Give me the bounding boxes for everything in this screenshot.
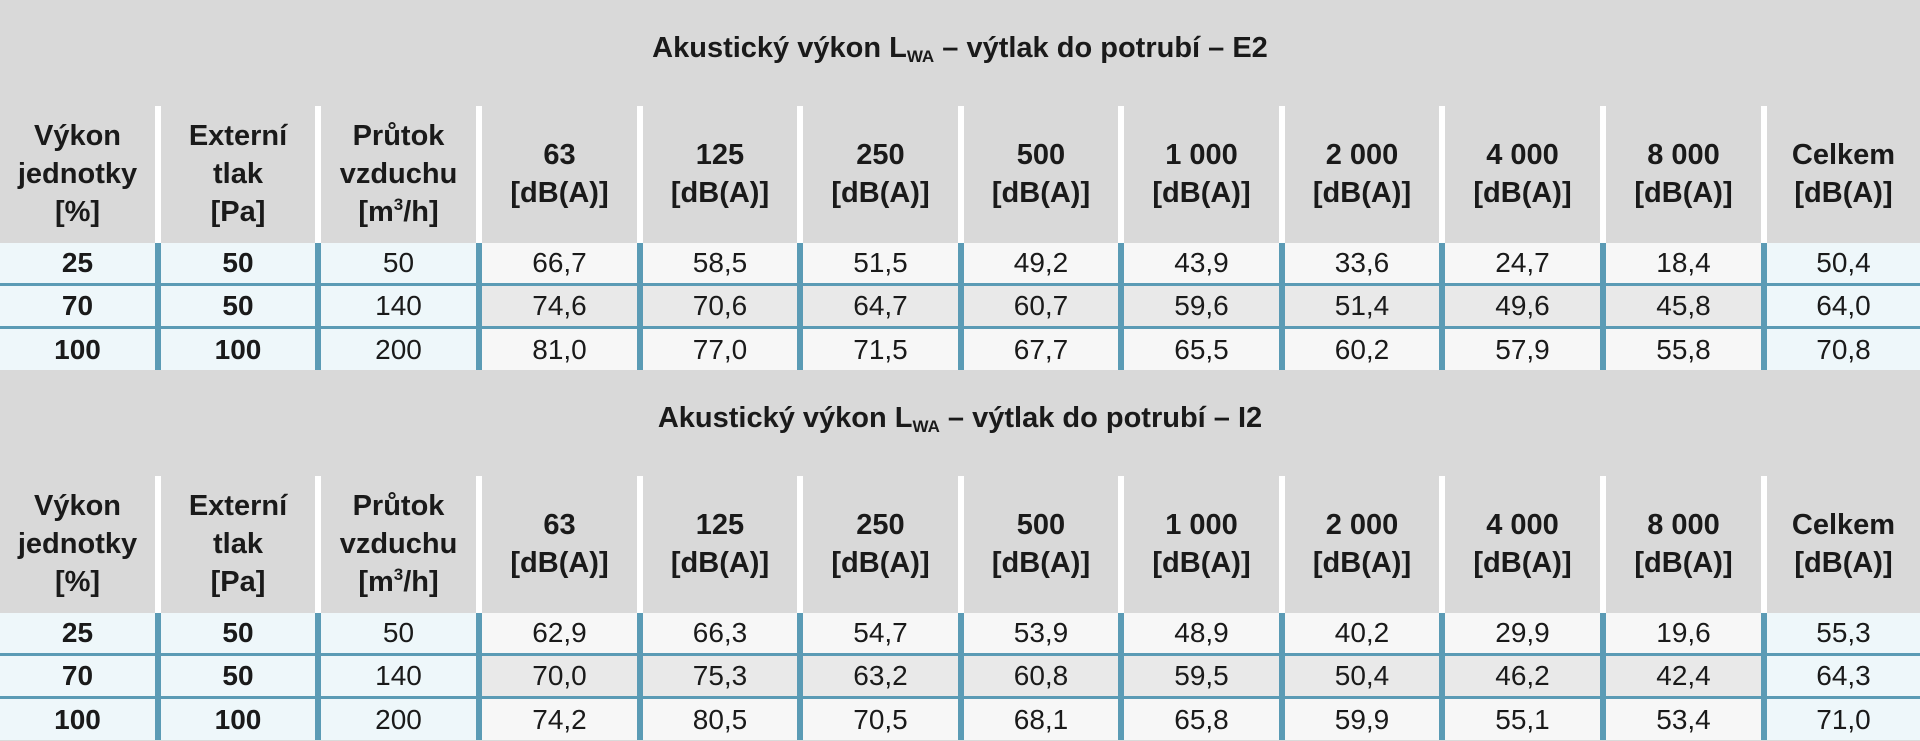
header-freq-label: Celkem [1791,509,1896,541]
table-title [0,400,1920,445]
header-freq [643,476,797,612]
table-row [0,286,1920,326]
cell-value: 66,3 [643,613,797,653]
cell-value: 75,3 [643,656,797,696]
cell-total: 50,4 [1767,243,1920,283]
cell-pressure: 50 [161,286,315,326]
header-freq-label: 1 000 [1165,139,1238,171]
cell-value: 74,2 [482,699,637,740]
header-power [0,106,155,242]
header-pressure [161,476,315,612]
cell-value: 54,7 [803,613,958,653]
table-section [0,370,1920,741]
table-body [0,243,1920,370]
header-line: Průtok [352,490,445,522]
header-line: tlak [213,528,263,560]
table-row [0,699,1920,740]
header-unit: [dB(A)] [1473,547,1572,579]
cell-value: 53,4 [1606,699,1761,740]
header-line [358,563,438,601]
header-freq [1606,476,1761,612]
cell-power: 100 [0,329,155,370]
title-text: – výtlak do potrubí – I2 [939,402,1263,434]
cell-power: 25 [0,243,155,283]
header-freq [482,476,637,612]
cell-power: 25 [0,613,155,653]
header-freq [1767,476,1920,612]
title-subscript: WA [912,417,940,436]
cell-value: 18,4 [1606,243,1761,283]
header-freq-label: 8 000 [1647,509,1720,541]
cell-pressure: 50 [161,243,315,283]
cell-value: 50,4 [1285,656,1439,696]
header-unit: [dB(A)] [1152,177,1251,209]
header-unit: [dB(A)] [831,177,930,209]
unit-part: /h] [403,566,439,598]
header-unit: [dB(A)] [1473,177,1572,209]
header-unit: [dB(A)] [1312,547,1412,579]
cell-value: 77,0 [643,329,797,370]
cell-value: 65,5 [1124,329,1279,370]
table-body [0,613,1920,740]
cell-airflow: 140 [321,656,476,696]
header-line: Externí [188,120,288,152]
cell-total: 64,3 [1767,656,1920,696]
header-freq-label: 125 [695,139,745,171]
cell-airflow: 140 [321,286,476,326]
header-airflow [321,476,476,612]
header-line: [Pa] [210,566,266,598]
header-freq-label: 250 [856,139,905,171]
table-section [0,0,1920,370]
cell-airflow: 200 [321,329,476,370]
header-freq [1285,476,1439,612]
cell-power: 70 [0,656,155,696]
header-unit: [dB(A)] [510,177,609,209]
cell-value: 48,9 [1124,613,1279,653]
header-freq-label: 2 000 [1325,509,1399,541]
header-unit: [dB(A)] [1634,177,1733,209]
header-line: [%] [54,566,101,598]
cell-value: 70,5 [803,699,958,740]
cell-value: 40,2 [1285,613,1439,653]
header-freq-label: 1 000 [1165,509,1238,541]
header-line: vzduchu [339,158,458,190]
header-freq-label: 125 [695,509,745,541]
header-freq [482,106,637,242]
cell-value: 53,9 [964,613,1118,653]
cell-airflow: 50 [321,243,476,283]
cell-value: 60,2 [1285,329,1439,370]
header-freq [1445,106,1600,242]
cell-value: 55,8 [1606,329,1761,370]
cell-value: 67,7 [964,329,1118,370]
cell-total: 55,3 [1767,613,1920,653]
header-unit: [dB(A)] [1794,177,1893,209]
cell-value: 68,1 [964,699,1118,740]
header-airflow [321,106,476,242]
header-freq-label: 4 000 [1486,139,1559,171]
cell-value: 64,7 [803,286,958,326]
header-freq [1124,476,1279,612]
cell-pressure: 50 [161,613,315,653]
header-unit: [dB(A)] [991,177,1091,209]
header-unit: [dB(A)] [1152,547,1251,579]
header-pressure [161,106,315,242]
cell-value: 63,2 [803,656,958,696]
header-freq-label: 8 000 [1647,139,1720,171]
header-line: jednotky [17,158,138,190]
header-freq [964,476,1118,612]
cell-value: 59,5 [1124,656,1279,696]
unit-part: [m [358,566,394,598]
cell-value: 81,0 [482,329,637,370]
header-line: [Pa] [210,196,266,228]
cell-value: 55,1 [1445,699,1600,740]
cell-pressure: 50 [161,656,315,696]
cell-pressure: 100 [161,699,315,740]
header-line: Výkon [33,120,122,152]
header-freq-label: 63 [543,509,576,541]
header-freq [1606,106,1761,242]
cell-value: 33,6 [1285,243,1439,283]
header-freq-label: 63 [543,139,576,171]
unit-superscript: 3 [393,195,404,214]
header-line: jednotky [17,528,138,560]
cell-value: 24,7 [1445,243,1600,283]
header-freq [964,106,1118,242]
header-unit: [dB(A)] [670,177,770,209]
cell-value: 19,6 [1606,613,1761,653]
cell-value: 65,8 [1124,699,1279,740]
header-freq-label: Celkem [1791,139,1896,171]
table-row [0,656,1920,696]
cell-power: 100 [0,699,155,740]
header-unit: [dB(A)] [510,547,609,579]
cell-value: 71,5 [803,329,958,370]
cell-value: 46,2 [1445,656,1600,696]
cell-value: 80,5 [643,699,797,740]
header-freq-label: 500 [1016,139,1066,171]
header-freq [803,476,958,612]
title-text: Akustický výkon L [652,32,907,64]
table-row [0,243,1920,283]
header-power [0,476,155,612]
cell-value: 60,8 [964,656,1118,696]
cell-value: 62,9 [482,613,637,653]
header-freq-label: 250 [856,509,905,541]
header-freq-label: 500 [1016,509,1066,541]
cell-value: 70,6 [643,286,797,326]
header-freq-label: 4 000 [1486,509,1559,541]
cell-value: 51,5 [803,243,958,283]
header-unit: [dB(A)] [1312,177,1412,209]
cell-value: 74,6 [482,286,637,326]
unit-part: [m [358,196,394,228]
cell-total: 71,0 [1767,699,1920,740]
header-freq-label: 2 000 [1325,139,1399,171]
header-unit: [dB(A)] [670,547,770,579]
cell-airflow: 50 [321,613,476,653]
header-unit: [dB(A)] [831,547,930,579]
cell-total: 70,8 [1767,329,1920,370]
header-line: [%] [54,196,101,228]
table-row [0,329,1920,370]
header-line: vzduchu [339,528,458,560]
cell-value: 58,5 [643,243,797,283]
cell-value: 57,9 [1445,329,1600,370]
header-freq [1124,106,1279,242]
title-subscript: WA [906,47,935,66]
title-text: Akustický výkon L [657,402,913,434]
header-line: Průtok [352,120,445,152]
header-unit: [dB(A)] [1794,547,1893,579]
header-freq [643,106,797,242]
cell-value: 66,7 [482,243,637,283]
header-freq [803,106,958,242]
unit-part: /h] [403,196,439,228]
header-unit: [dB(A)] [1634,547,1733,579]
cell-pressure: 100 [161,329,315,370]
title-text: – výtlak do potrubí – E2 [934,32,1268,64]
cell-value: 43,9 [1124,243,1279,283]
cell-value: 42,4 [1606,656,1761,696]
cell-value: 29,9 [1445,613,1600,653]
header-line: tlak [213,158,263,190]
header-unit: [dB(A)] [991,547,1091,579]
cell-value: 60,7 [964,286,1118,326]
header-freq [1767,106,1920,242]
cell-value: 59,6 [1124,286,1279,326]
header-freq [1445,476,1600,612]
cell-value: 70,0 [482,656,637,696]
unit-superscript: 3 [393,565,404,584]
cell-value: 49,2 [964,243,1118,283]
header-line: Externí [188,490,288,522]
cell-total: 64,0 [1767,286,1920,326]
header-line: Výkon [33,490,122,522]
cell-power: 70 [0,286,155,326]
cell-value: 49,6 [1445,286,1600,326]
table-title [0,30,1920,75]
header-line [358,193,438,231]
cell-value: 59,9 [1285,699,1439,740]
cell-value: 51,4 [1285,286,1439,326]
cell-airflow: 200 [321,699,476,740]
table-row [0,613,1920,653]
cell-value: 45,8 [1606,286,1761,326]
header-freq [1285,106,1439,242]
